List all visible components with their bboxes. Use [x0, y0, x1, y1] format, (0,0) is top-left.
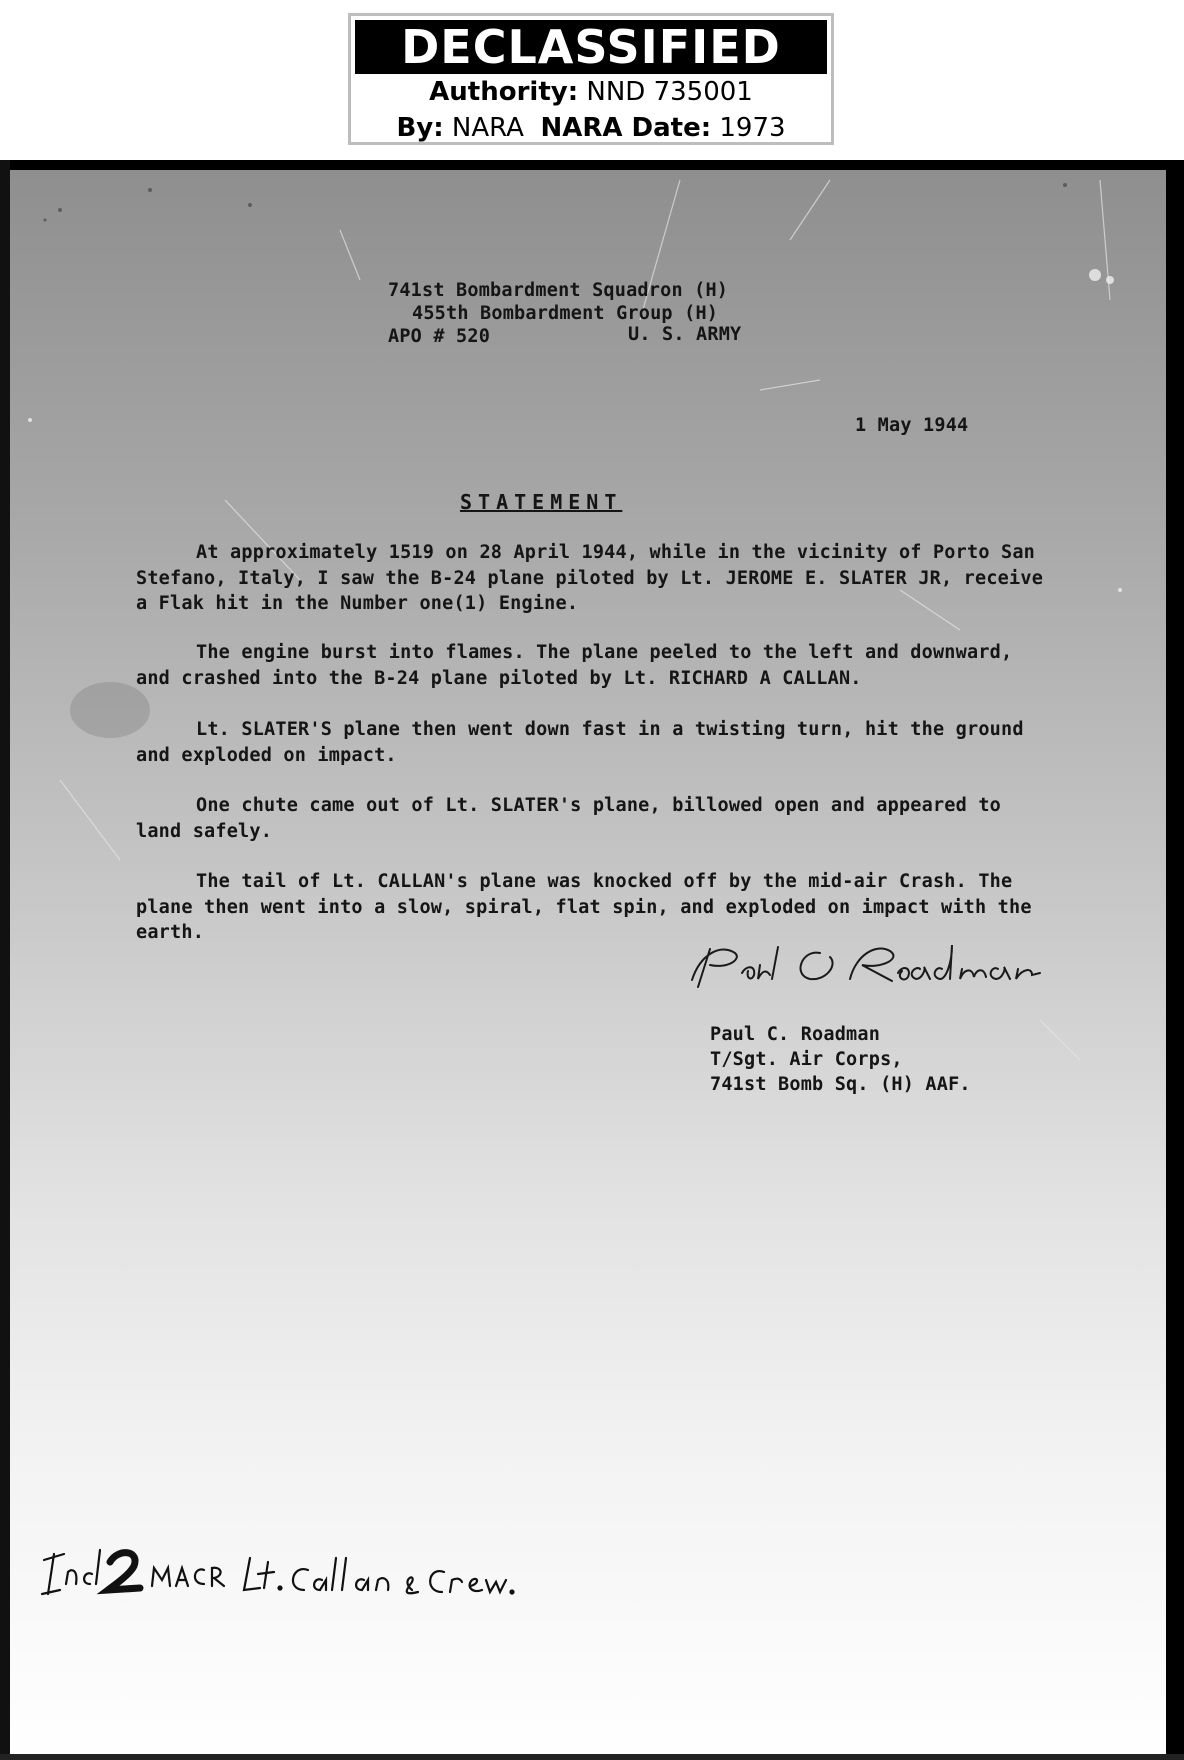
paragraph-4: One chute came out of Lt. SLATER's plane, billowed open and appeared to land safely. [136, 795, 1001, 842]
document-date: 1 May 1944 [855, 415, 969, 436]
stamp-date-label: NARA Date: [540, 113, 712, 143]
letterhead-army: U. S. ARMY [628, 324, 742, 345]
paragraph-2: The engine burst into flames. The plane peeled to the left and downward, and crashed into the B-24 plane piloted by Lt. RICHARD A CALLAN. [136, 642, 1013, 689]
signatory-rank: T/Sgt. Air Corps, [710, 1049, 903, 1070]
stamp-by-label: By: [396, 113, 444, 143]
paragraph-1: At approximately 1519 on 28 April 1944, while in the vicinity of Porto San Stefano, Italy, I saw the B-24 plane piloted by Lt. JEROME E. SLATER JR, receive a Flak hit in the Number one(1) Engine. [136, 542, 1044, 614]
stamp-authority-value: NND 735001 [586, 77, 753, 107]
stamp-authority-label: Authority: [429, 77, 579, 107]
scanned-page [0, 160, 1184, 1760]
stamp-title: DECLASSIFIED [355, 20, 827, 74]
signatory-name: Paul C. Roadman [710, 1024, 881, 1045]
paragraph-5: The tail of Lt. CALLAN's plane was knocked off by the mid-air Crash. The plane then went into a slow, spiral, flat spin, and exploded on impact with the earth. [136, 871, 1032, 943]
letterhead-apo: APO # 520 [388, 326, 491, 347]
handwritten-note [40, 1540, 520, 1610]
letterhead-group: 455th Bombardment Group (H) [412, 303, 719, 324]
declassified-stamp [348, 13, 834, 145]
stamp-by-line [351, 110, 831, 146]
document-title: STATEMENT [460, 490, 623, 514]
paragraph-3: Lt. SLATER'S plane then went down fast in a twisting turn, hit the ground and exploded on impact. [136, 719, 1024, 766]
letterhead-squadron: 741st Bombardment Squadron (H) [388, 280, 729, 301]
handwritten-signature [680, 935, 1060, 1005]
stamp-authority-line [351, 74, 831, 110]
stamp-by-value: NARA [451, 113, 524, 143]
stamp-date-value: 1973 [719, 113, 786, 143]
signatory-unit: 741st Bomb Sq. (H) AAF. [710, 1074, 971, 1095]
